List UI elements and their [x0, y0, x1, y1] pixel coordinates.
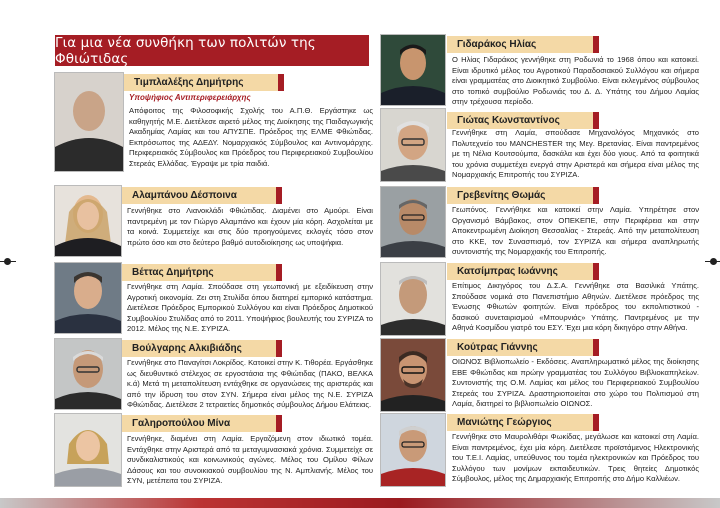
- candidate-name: Τιμπλαλέξης Δημήτρης: [124, 74, 284, 91]
- registration-mark-left: [4, 258, 11, 265]
- candidate-name: Γιώτας Κωνσταντίνος: [447, 112, 599, 129]
- candidate-photo: [55, 414, 121, 486]
- candidate-bio: Επίτιμος Δικηγόρος του Δ.Σ.Α. Γεννήθηκε στα Βασιλικά Υπάτης. Σπούδασε νομικά στο Πανεπιστήμιο Αθηνών. Διετέλεσε πρόεδρος της Ένωσης Φθιωτών φοιτητών. Είναι πρόεδρος του εκπολιτιστικού - δασικού συνεταιρισμού «Μπουρνιάς» Υπάτης. Παντρεμένος με την Αθηνά Κοσμίδου γιατρό του ΕΣΥ. Έχει μια κόρη δικηγόρο στην Αθήνα.: [452, 281, 699, 333]
- candidate-name: Μανιώτης Γεώργιος: [447, 414, 599, 431]
- candidate-entry: [381, 263, 699, 335]
- page-banner: Για μια νέα συνθήκη των πολιτών της Φθιώτιδας: [55, 35, 369, 66]
- candidate-photo: [381, 339, 445, 411]
- candidate-name: Γαληροπούλου Μίνα: [122, 415, 282, 432]
- candidate-name: Γρεβενίτης Θωμάς: [447, 187, 599, 204]
- candidate-photo: [55, 263, 121, 333]
- candidate-entry: [381, 187, 699, 257]
- candidate-bio: Γεννήθηκε στη Λαμία. Σπούδασε στη γεωπονική με εξειδίκευση στην Αγροτική οικονομία. Ζει στη Στυλίδα όπου διατηρεί εμπορικό κατάστημα. Διετέλεσε Πρόεδρος Εμπορικού Συλλόγου και είναι Πρόεδρος Δημοτικού Συμβουλίου Στυλίδας από το 2011. Υποψήφιος βουλευτής του ΣΥΡΙΖΑ το 2012. Μέλος της Ν.Ε. ΣΥΡΙΖΑ.: [127, 282, 373, 334]
- candidate-entry: [381, 35, 699, 105]
- footer-bar-right: [400, 498, 720, 508]
- candidate-entry: [381, 339, 699, 411]
- candidate-subtitle: Υποψήφιος Αντιπεριφερειάρχης: [129, 93, 251, 102]
- candidate-name: Αλαμπάνου Δέσποινα: [122, 187, 282, 204]
- candidate-entry: [55, 339, 373, 409]
- candidate-photo: [55, 73, 123, 171]
- candidate-entry: [55, 186, 373, 256]
- candidate-entry: [55, 263, 373, 333]
- candidate-bio: Γεννήθηκε στο Μαυρολιθάρι Φωκίδας, μεγάλωσε και κατοικεί στη Λαμία. Είναι παντρεμένος, έχει μία κόρη. Διετέλεσε προϊστάμενος Ηλεκτρονικής του Τ.Ε.Ι. Λαμίας, υπεύθυνος του τομέα ηλεκτρονικών και Πρόεδρος του Συλλόγου των μονίμων εκπαιδευτικών. Τρεις θητείες Δημοτικός Σύμβουλος, μέλος της Δημαρχιακής Επιτροπής στο Δήμο Καλλιέων.: [452, 432, 699, 484]
- candidate-bio: Γεννήθηκε στη Λαμία, σπούδασε Μηχανολόγος Μηχανικός στο Πολυτεχνείο του MANCHESTER της Μεγ. Βρετανίας. Είναι παντρεμένος με τη Νέλια Κουτσούμπα, δασκάλα και έχει δύο γιους. Από τα φοιτητικά του χρόνια συμμετέχει ενεργά στην Αριστερά και σήμερα είναι μέλος της Νομαρχιακής Επιτροπής του ΣΥΡΙΖΑ.: [452, 128, 699, 180]
- candidate-bio: Γεννήθηκε στο Λιανοκλάδι Φθιώτιδας. Διαμένει στο Αμούρι. Είναι παντρεμένη με τον Γιώργο Αλαμπάνο και έχουν μία κόρη. Ασχολείται με τα κοινά. Συμμετείχε και στις δύο προηγούμενες εκλογές τόσο στον πρώτο όσο και στο δεύτερο βαθμό αυτοδιοίκησης ως υποψήφια.: [127, 206, 373, 247]
- candidate-photo: [55, 339, 121, 409]
- candidate-photo: [55, 186, 121, 256]
- footer-bar-left: [0, 498, 400, 508]
- candidate-bio: ΟΙΩΝΟΣ Βιβλιοπωλείο - Εκδόσεις. Αναπληρωματικό μέλος της διοίκησης ΕΒΕ Φθιώτιδας και πρώην γραμματέας του Συλλόγου Βιβλιοκαπηλείων. Συντονιστής της Ο.Μ. Λαμίας και μέλος του Περιφερειακού Συμβουλίου Στερεάς του ΣΥΡΙΖΑ. Δραστηριοποιείται στο χώρο του Πολιτισμού στη Λαμία, διατηρεί το βιβλιοπωλείο ΟΙΩΝΟΣ.: [452, 357, 699, 409]
- candidate-entry: [381, 109, 699, 181]
- candidate-photo: [381, 187, 445, 257]
- candidate-bio: Γεωπόνος. Γεννήθηκε και κατοικεί στην Λαμία. Υπηρέτησε στον Οργανισμό Βάμβακος, στον ΟΠΕΚΕΠΕ, στην Περιφέρεια και στην Αποκεντρωμένη Διοίκηση Θεσσαλίας - Στερεάς. Από την μεταπολίτευση στο ΚΚΕ, τον Συνασπισμό, τον ΣΥΡΙΖΑ και σήμερα αναπληρωτής συντονιστής της Νομαρχιακής του Επιτροπής.: [452, 205, 699, 257]
- candidate-name: Γιδαράκος Ηλίας: [447, 36, 599, 53]
- candidate-entry: [381, 414, 699, 486]
- candidate-name: Βούλγαρης Αλκιβιάδης: [122, 340, 282, 357]
- candidate-photo: [381, 263, 445, 335]
- candidate-name: Κατσίμπρας Ιωάννης: [447, 263, 599, 280]
- candidate-photo: [381, 35, 445, 105]
- candidate-bio: Γεννήθηκε στο Παναγίτσι Λοκρίδος. Κατοικεί στην Κ. Τιθορέα. Εργάσθηκε ως διευθυντικό στέλεχος σε εργοστάσια της Φθιώτιδας (ΠΑΚΟ, ΒΕΛΚΑ κ.ά) Μετά τη μεταπολίτευση εντάχθηκε σε οργανώσεις της αριστεράς και από την ίδρυση του στον ΣΥΝ. Σήμερα είναι μέλος της Ν.Ε. ΣΥΡΙΖΑ Φθιώτιδας. Διετέλεσε 2 τετραετίες δημοτικός σύμβουλος Δήμου Ελάτειας.: [127, 358, 373, 410]
- candidate-bio: Γεννήθηκε, διαμένει στη Λαμία. Εργαζόμενη στον ιδιωτικό τομέα. Εντάχθηκε στην Αριστερά από τα μεταγυμνασιακά χρόνια. Συμμετείχε σε συνδικαλιστικούς και κοινωνικούς αγώνες. Μέλος του Ομίλου Φίλων Δάσους και του συνοικιακού συμβουλίου της Ν. Αμπλιανής. Μέλος του ΣΥΝ, μετέπειτα του ΣΥΡΙΖΑ.: [127, 434, 373, 486]
- candidate-photo: [381, 109, 445, 181]
- candidate-bio: Απόφοιτος της Φιλοσοφικής Σχολής του Α.Π.Θ. Εργάστηκε ως καθηγητής Μ.Ε. Διετέλεσε αιρετό μέλος της Διοίκησης της Παιδαγωγικής Ακαδημίας Λαμίας και του ΑΠΥΣΠΕ. Πρόεδρος της ΕΛΜΕ Φθιώτιδας. Εκπρόσωπος της ΑΔΕΔΥ. Νομαρχιακός Σύμβουλος και Αντινομάρχης. Περιφερειακός Σύμβουλος και Πρόεδρος του Περιφερειακού Συμβουλίου Στερεάς Ελλάδας. Έγραψε με τρία παιδιά.: [129, 106, 373, 168]
- candidate-bio: Ο Ηλίας Γιδαράκος γεννήθηκε στη Ροδωνιά το 1968 όπου και κατοικεί. Είναι ιδρυτικό μέλος του Αγροτικού Παραδοσιακού Συλλόγου και σήμερα είναι γραμματέας στο Διοικητικό Συμβούλιο. Είναι εκλεγμένος σύμβουλος στο τοπικό συμβούλιο Ροδωνιάς του Δ. Δ. Υπάτης του Δήμου Λαμίας στην τρέχουσα περίοδο.: [452, 55, 699, 107]
- candidate-entry: [55, 414, 373, 486]
- candidate-entry: [55, 73, 373, 171]
- candidate-name: Κούτρας Γιάννης: [447, 339, 599, 356]
- registration-mark-right: [710, 258, 717, 265]
- candidate-name: Βέττας Δημήτρης: [122, 264, 282, 281]
- candidate-photo: [381, 414, 445, 486]
